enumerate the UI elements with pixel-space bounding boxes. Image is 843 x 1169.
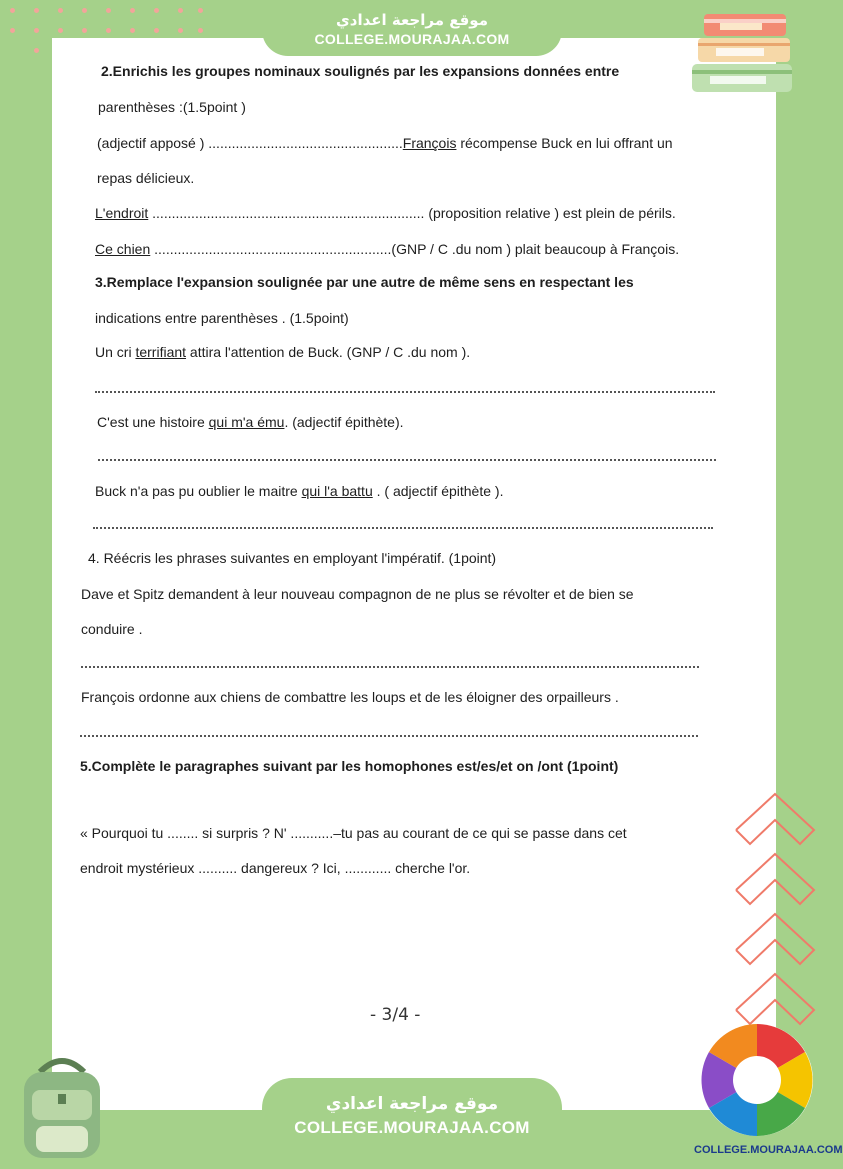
exercise3-sentence3 [95, 483, 503, 499]
exercise3-s3-start: Buck n'a pas pu oublier le maitre [95, 483, 302, 499]
backpack-icon [10, 1050, 115, 1162]
underlined-expansion: qui l'a battu [301, 483, 373, 499]
exercise3-sentence2 [97, 414, 404, 430]
site-logo[interactable] [694, 1022, 843, 1162]
page-number: - 3/4 - [370, 1005, 421, 1025]
bottom-banner [262, 1078, 562, 1152]
underlined-expansion: terrifiant [135, 344, 187, 360]
answer-line[interactable] [95, 391, 715, 393]
exercise2-sentence1-cont: repas délicieux. [97, 170, 195, 186]
exercise2-s3-end: .............................................................(GNP / C .du nom ) plait beaucoup à François. [150, 241, 680, 257]
banner-site-link[interactable]: COLLEGE.MOURAJAA.COM [294, 1118, 530, 1137]
exercise3-sentence1 [95, 344, 470, 360]
banner-site-link[interactable]: COLLEGE.MOURAJAA.COM [314, 31, 510, 47]
exercise2-sentence2 [95, 205, 676, 221]
banner-arabic-title: موقع مراجعة اعدادي [336, 11, 488, 29]
underlined-expansion: qui m'a ému [208, 414, 285, 430]
exercise3-s2-end: . (adjectif épithète). [284, 414, 404, 430]
exercise3-s1-end: attira l'attention de Buck. (GNP / C .du nom ). [186, 344, 471, 360]
exercise2-s2-end: ...................................................................... (proposition relative ) est plein de périls. [148, 205, 676, 221]
underlined-noun: François [402, 135, 457, 151]
exercise3-title-line1: 3.Remplace l'expansion soulignée par une autre de même sens en respectant les [95, 274, 634, 290]
exercise4-title: 4. Réécris les phrases suivantes en employant l'impératif. (1point) [88, 550, 497, 566]
underlined-noun: Ce chien [95, 241, 151, 257]
exercise3-title-line2: indications entre parenthèses . (1.5point) [95, 310, 349, 326]
answer-line[interactable] [81, 666, 699, 668]
exercise5-paragraph-line2: endroit mystérieux .......... dangereux ? Ici, ............ cherche l'or. [80, 860, 471, 876]
exercise2-sentence1 [97, 135, 673, 151]
exercise2-title-line2: parenthèses :(1.5point ) [98, 99, 246, 115]
exercise2-s1-end: récompense Buck en lui offrant un [456, 135, 673, 151]
chevron-up-icon [730, 790, 820, 1030]
logo-site-label: COLLEGE.MOURAJAA.COM [694, 1144, 843, 1156]
exercise3-s1-start: Un cri [95, 344, 136, 360]
answer-line[interactable] [93, 527, 713, 529]
answer-line[interactable] [80, 735, 698, 737]
exercise4-sentence2: François ordonne aux chiens de combattre les loups et de les éloigner des orpailleurs . [81, 689, 619, 705]
banner-arabic-title: موقع مراجعة اعدادي [325, 1094, 499, 1114]
underlined-noun: L'endroit [95, 205, 149, 221]
answer-line[interactable] [98, 459, 716, 461]
exercise2-title-line1: 2.Enrichis les groupes nominaux soulignés par les expansions données entre [101, 63, 620, 79]
exercise3-s3-end: . ( adjectif épithète ). [372, 483, 504, 499]
exercise2-s1-start: (adjectif apposé ) .................................................. [97, 135, 403, 151]
exercise5-paragraph-line1: « Pourquoi tu ........ si surpris ? N' ...........–tu pas au courant de ce qui se passe dans cet [80, 825, 627, 841]
exercise2-sentence3 [95, 241, 679, 257]
exercise4-sentence1-line1: Dave et Spitz demandent à leur nouveau compagnon de ne plus se révolter et de bien se [81, 586, 634, 602]
exercise3-s2-start: C'est une histoire [97, 414, 209, 430]
logo-wheel-icon [694, 1022, 820, 1142]
exercise5-title: 5.Complète le paragraphes suivant par les homophones est/es/et on /ont (1point) [80, 758, 619, 774]
exercise4-sentence1-line2: conduire . [81, 621, 143, 637]
